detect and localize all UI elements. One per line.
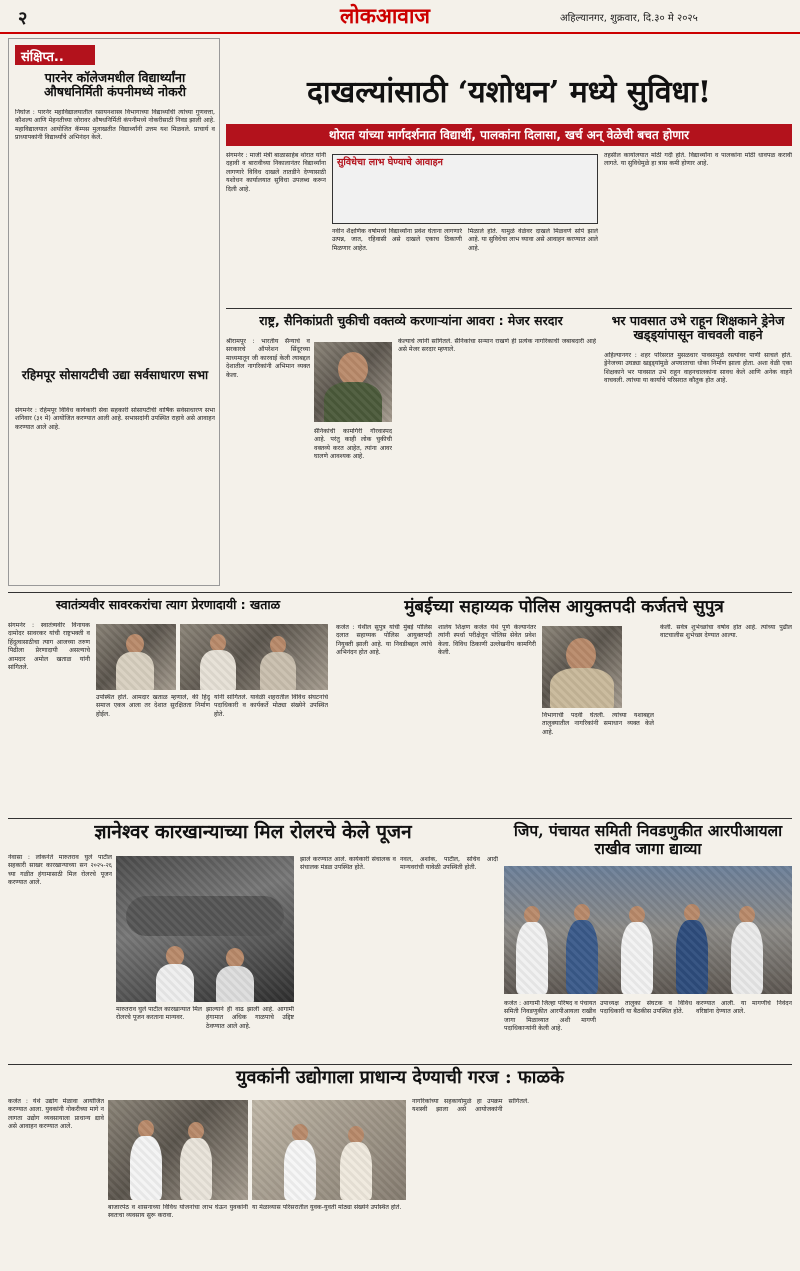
lead-notice-box xyxy=(332,154,598,224)
rain-headline: भर पावसात उभे राहून शिक्षकाने ड्रेनेज खड्ड्यांपासून वाचवली वाहने xyxy=(611,313,785,343)
mumbai-headline: मुंबईच्या सहाय्यक पोलिस आयुक्तपदी कर्जतचे सुपुत्र xyxy=(404,597,724,617)
army-headline: राष्ट्र, सैनिकांप्रती चुकीची वक्तव्ये करणाऱ्यांना आवरा : मेजर सरदार xyxy=(259,313,563,328)
notice-title: सुविधेचा लाभ घेण्याचे आवाहन xyxy=(337,157,443,168)
mill-photo-caption: मारुतराव घुले पाटील कारखान्यात मिल रोलरचे पूजन करताना मान्यवर. xyxy=(116,1006,202,1022)
sidebar-tag: संक्षिप्त.. xyxy=(15,45,95,65)
youth-column-1: कर्जत : येथे उद्योग मेळावा आयोजित करण्यात आला. युवकांनी नोकरीच्या मागे न लागता उद्योग व्यवसायाला प्राधान्य द्यावे असे आवाहन करण्यात आले. xyxy=(8,1098,104,1131)
divider xyxy=(8,1064,792,1065)
page-number: २ xyxy=(18,8,28,29)
masthead xyxy=(0,0,800,34)
youth-headline: युवकांनी उद्योगाला प्राधान्य देण्याची गरज : फाळके xyxy=(236,1067,564,1088)
mumbai-column-2: शालेय शिक्षण कर्जत येथे पूर्ण केल्यानंतर त्यांनी स्पर्धा परीक्षेतून पोलिस सेवेत प्रवेश केला. विविध ठिकाणी उल्लेखनीय कामगिरी केली. xyxy=(438,624,536,657)
jip-column-2: उपाध्यक्ष तालुका संघटक व विविध पदाधिकारी या बैठकीस उपस्थित होते. xyxy=(600,1000,692,1016)
army-officer-photo xyxy=(314,342,392,422)
lead-headline: दाखल्यांसाठी ‘यशोधन’ मध्ये सुविधा! xyxy=(306,75,711,110)
youth-column-4: नागरिकांच्या सहकार्यामुळे हा उपक्रम यशस्वी झाला असे आयोजकांनी सांगितले. xyxy=(412,1098,530,1114)
dateline: अहिल्यानगर, शुक्रवार, दि.३० मे २०२५ xyxy=(560,13,698,24)
mill-column-3: झाले करण्यात आले. कार्यकारी संचालक व संचालक मंडळ उपस्थित होते. xyxy=(300,856,396,872)
youth-column-2: बाजारपेठ व शासनाच्या विविध योजनांचा लाभ घेऊन युवकांनी स्वतःचा व्यवसाय सुरू करावा. xyxy=(108,1204,248,1220)
lead-column-2: नवीन शैक्षणिक वर्षामध्ये विद्यार्थ्यांना प्रवेश घेताना लागणारे उत्पन्न, जात, रहिवासी असे दाखले एकाच ठिकाणी मिळणार आहेत. xyxy=(332,228,462,252)
jip-column-1: कर्जत : आगामी जिल्हा परिषद व पंचायत समिती निवडणुकीत आरपीआयला राखीव जागा मिळाव्यात अशी मागणी पदाधिकाऱ्यांनी केली आहे. xyxy=(504,1000,596,1033)
youth-event-photo-1 xyxy=(108,1100,248,1200)
mill-column-2: झाल्याने ही वाढ झाली आहे. आगामी हंगामात अधिक गाळपाचे उद्दिष्ट ठेवण्यात आले आहे. xyxy=(206,1006,294,1030)
savarkar-column-3: यांनी सांगितले. यावेळी शहरातील विविध संघटनांचे पदाधिकारी व कार्यकर्ते मोठ्या संख्येने उपस्थित होते. xyxy=(214,694,328,718)
lead-column-3: मिळाले होते. यामुळे वेळेवर दाखले मिळवणे सोपे झाले आहे. या सुविधेचा लाभ घ्यावा असे आवाहन करण्यात आले आहे. xyxy=(468,228,598,252)
rain-body: अहिल्यानगर : शहर परिसरात मुसळधार पावसामुळे रस्त्यांवर पाणी साचले होते. ड्रेनेजच्या उघड्या खड्ड्यांमुळे अपघाताचा धोका निर्माण झाला होता. अशा वेळी एका शिक्षकाने भर पावसात उभे राहून वाहनचालकांना सावध केले आणि अनेक वाहने वाचवली. त्यांच्या या कार्याचे परिसरात कौतुक होत आहे. xyxy=(604,352,792,385)
mumbai-column-4: केली. सर्वत्र शुभेच्छांचा वर्षाव होत आहे. त्यांच्या पुढील वाटचालीस शुभेच्छा देण्यात आल्या. xyxy=(660,624,792,640)
savarkar-column-1: संगमनेर : स्वातंत्र्यवीर विनायक दामोदर सावरकर यांची राष्ट्रभक्ती व हिंदुत्वासाठीचा त्याग आजच्या तरुण पिढीला प्रेरणादायी असल्याचे आमदार अमोल खताळ यांनी सांगितले. xyxy=(8,622,90,672)
youth-event-photo-2 xyxy=(252,1100,406,1200)
youth-column-3: या मेळाव्यास परिसरातील युवक-युवती मोठ्या संख्येने उपस्थित होते. xyxy=(252,1204,402,1211)
army-column-1: श्रीरामपूर : भारतीय सैन्याचे व सरकारचे ऑपरेशन सिंदूरच्या माध्यमातून जी कारवाई केली त्याबद्दल देशातील नागरिकांनी अभिमान व्यक्त केला. xyxy=(226,338,310,379)
savarkar-event-photo-1 xyxy=(96,624,176,690)
sidebar-headline-1: पारनेर कॉलेजमधील विद्यार्थ्यांना औषधनिर्मिती कंपनीमध्ये नोकरी xyxy=(43,70,187,100)
mill-column-1: नेवासा : लोकनेते मारुतराव घुले पाटील सहकारी साखर कारखान्याच्या सन २०२५-२६ च्या गळीत हंगामासाठी मिल रोलरचे पूजन करण्यात आले. xyxy=(8,854,112,887)
divider xyxy=(8,592,792,593)
newspaper-logo: लोकआवाज xyxy=(340,3,430,28)
mill-roller-photo xyxy=(116,856,294,1002)
jip-column-3: करण्यात आली. या मागणीचे निवेदन वरिष्ठांना देण्यात आले. xyxy=(696,1000,792,1016)
sidebar-body-2: संगमनेर : रहिमपूर विविध कार्यकारी सेवा सहकारी सोसायटीची वार्षिक सर्वसाधारण सभा शनिवार (३१ मे) आयोजित करण्यात आली आहे. सभासदांनी उपस्थित राहावे असे आवाहन करण्यात आले आहे. xyxy=(15,407,215,431)
mill-headline: ज्ञानेश्वर कारखान्याच्या मिल रोलरचे केले पूजन xyxy=(94,821,412,843)
savarkar-headline: स्वातंत्र्यवीर सावरकरांचा त्याग प्रेरणादायी : खताळ xyxy=(55,597,281,612)
divider xyxy=(226,308,792,309)
mill-column-4: नवल, अशोक, पाटील, सचिव आदी मान्यवरांची यावेळी उपस्थिती होती. xyxy=(400,856,498,872)
mumbai-column-3: विभागाची पदवी घेतली. त्यांच्या यशाबद्दल तालुक्यातील नागरिकांनी समाधान व्यक्त केले आहे. xyxy=(542,712,654,736)
officer-photo xyxy=(542,626,622,708)
savarkar-column-2: उपस्थित होते. आमदार खताळ म्हणाले, की हिंदू समाज एकत्र आला तर देशात सुरक्षितता निर्माण होईल. xyxy=(96,694,210,718)
jip-headline: जिप, पंचायत समिती निवडणुकीत आरपीआयला राखीव जागा द्याव्या xyxy=(513,821,783,858)
lead-column-4: तहसील कार्यालयात मोठी गर्दी होते. विद्यार्थ्यांना व पालकांना मोठी धावपळ करावी लागते. या सुविधेमुळे हा त्रास कमी होणार आहे. xyxy=(604,152,792,168)
sidebar-headline-2: रहिमपूर सोसायटीची उद्या सर्वसाधारण सभा xyxy=(21,368,209,382)
mumbai-column-1: कर्जत : येथील सुपुत्र यांची मुंबई पोलिस दलात सहाय्यक पोलिस आयुक्तपदी नियुक्ती झाली आहे. या निवडीबद्दल त्यांचे अभिनंदन होत आहे. xyxy=(336,624,432,657)
lead-subheadline: थोरात यांच्या मार्गदर्शनात विद्यार्थी, पालकांना दिलासा, खर्च अन् वेळेची बचत होणार xyxy=(226,124,792,146)
sidebar-body-1: निघोज : पारनेर महाविद्यालयातील रसायनशास्त्र विभागाच्या विद्यार्थ्यांची त्यांच्या गुणवत्ता, कौशल्य आणि मेहनतीच्या जोरावर औषधनिर्मिती कंपनीमध्ये नोकरीसाठी निवड झाली आहे. महाविद्यालयात आयोजित कॅम्पस मुलाखतीत विद्यार्थ्यांनी उत्तम यश मिळवले. प्राचार्य व प्राध्यापकांनी विद्यार्थ्यांचे अभिनंदन केले. xyxy=(15,109,215,142)
army-column-2: सैनिकांची कामगिरी गौरवास्पद आहे. परंतु काही लोक चुकीची वक्तव्ये करत आहेत, त्यांना आवर घालणे आवश्यक आहे. xyxy=(314,428,392,461)
lead-column-1: संगमनेर : माजी मंत्री बाळासाहेब थोरात यांनी दहावी व बारावीच्या निकालानंतर विद्यार्थ्यांना लागणारे विविध दाखले तातडीने देण्यासाठी यशोधन कार्यालयात सुविधा उपलब्ध करून दिली आहे. xyxy=(226,152,326,193)
sidebar-news xyxy=(8,38,220,586)
divider xyxy=(8,818,792,819)
savarkar-event-photo-2 xyxy=(180,624,328,690)
jip-group-photo xyxy=(504,866,792,994)
army-column-3: केल्याचे त्यांनी सांगितले. सैनिकांचा सन्मान राखणे ही प्रत्येक नागरिकाची जबाबदारी आहे असे मेजर सरदार म्हणाले. xyxy=(398,338,596,354)
